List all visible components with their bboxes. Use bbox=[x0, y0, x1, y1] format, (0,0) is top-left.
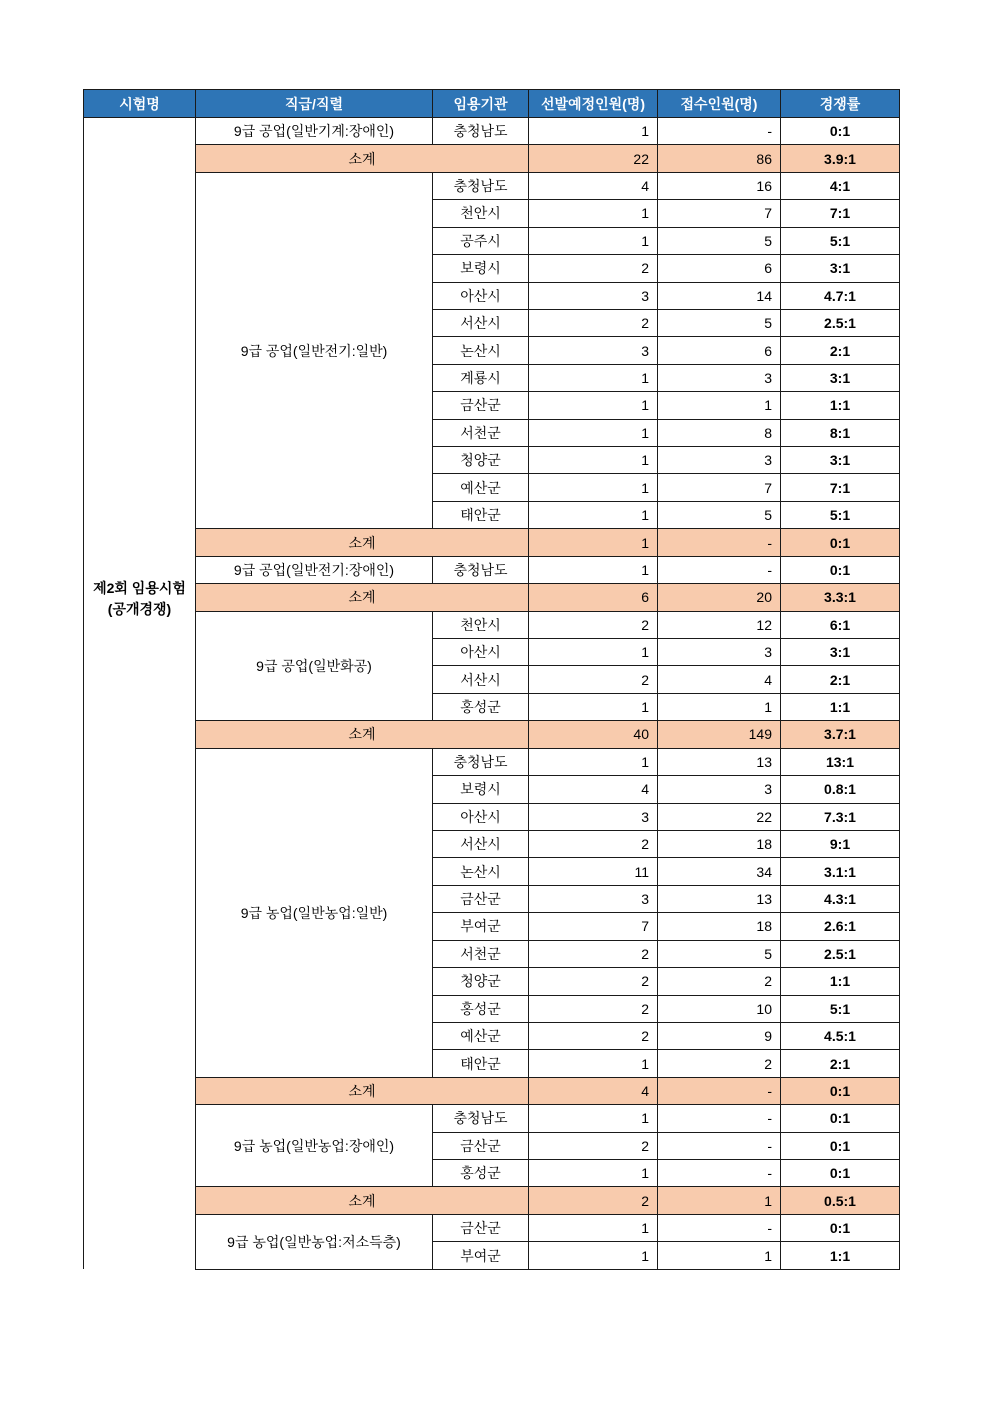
subtotal-label: 소계 bbox=[196, 1077, 529, 1104]
applicants-cell: 5 bbox=[658, 227, 781, 254]
header-ratio: 경쟁률 bbox=[781, 90, 900, 118]
ratio-cell: 3:1 bbox=[781, 447, 900, 474]
subtotal-row bbox=[84, 529, 900, 556]
ratio-cell: 6:1 bbox=[781, 611, 900, 638]
planned-cell: 1 bbox=[529, 501, 658, 528]
subtotal-planned: 40 bbox=[529, 721, 658, 748]
applicants-cell: 7 bbox=[658, 200, 781, 227]
position-cell: 9급 공업(일반기계:장애인) bbox=[196, 118, 433, 145]
position-cell: 9급 농업(일반농업:저소득층) bbox=[196, 1214, 433, 1269]
agency-cell: 아산시 bbox=[433, 639, 529, 666]
table-row bbox=[84, 748, 900, 775]
exam-name-cell bbox=[84, 118, 196, 1270]
applicants-cell: - bbox=[658, 118, 781, 145]
planned-cell: 4 bbox=[529, 172, 658, 199]
planned-cell: 1 bbox=[529, 639, 658, 666]
header-planned: 선발예정인원(명) bbox=[529, 90, 658, 118]
subtotal-applicants: 86 bbox=[658, 145, 781, 172]
table-row bbox=[84, 556, 900, 583]
ratio-cell: 2:1 bbox=[781, 1050, 900, 1077]
table-row bbox=[84, 118, 900, 145]
agency-cell: 청양군 bbox=[433, 447, 529, 474]
subtotal-applicants: - bbox=[658, 529, 781, 556]
planned-cell: 2 bbox=[529, 1022, 658, 1049]
header-exam: 시험명 bbox=[84, 90, 196, 118]
planned-cell: 2 bbox=[529, 940, 658, 967]
applicants-cell: 18 bbox=[658, 913, 781, 940]
planned-cell: 7 bbox=[529, 913, 658, 940]
subtotal-row bbox=[84, 721, 900, 748]
exam-name-title: 제2회 임용시험 bbox=[93, 580, 186, 596]
agency-cell: 충청남도 bbox=[433, 1105, 529, 1132]
applicants-cell: 3 bbox=[658, 776, 781, 803]
subtotal-ratio: 3.9:1 bbox=[781, 145, 900, 172]
ratio-cell: 4.7:1 bbox=[781, 282, 900, 309]
agency-cell: 예산군 bbox=[433, 1022, 529, 1049]
position-cell: 9급 공업(일반화공) bbox=[196, 611, 433, 721]
ratio-cell: 4.3:1 bbox=[781, 885, 900, 912]
ratio-cell: 4.5:1 bbox=[781, 1022, 900, 1049]
applicants-cell: 2 bbox=[658, 1050, 781, 1077]
agency-cell: 홍성군 bbox=[433, 995, 529, 1022]
exam-name bbox=[84, 118, 195, 620]
subtotal-row bbox=[84, 584, 900, 611]
agency-cell: 천안시 bbox=[433, 611, 529, 638]
applicants-cell: 9 bbox=[658, 1022, 781, 1049]
position-cell: 9급 농업(일반농업:일반) bbox=[196, 748, 433, 1077]
recruitment-table bbox=[83, 89, 900, 1270]
agency-cell: 서산시 bbox=[433, 309, 529, 336]
agency-cell: 서산시 bbox=[433, 666, 529, 693]
agency-cell: 논산시 bbox=[433, 858, 529, 885]
planned-cell: 2 bbox=[529, 830, 658, 857]
subtotal-ratio: 3.3:1 bbox=[781, 584, 900, 611]
subtotal-label: 소계 bbox=[196, 721, 529, 748]
ratio-cell: 3:1 bbox=[781, 364, 900, 391]
table-row bbox=[84, 172, 900, 199]
ratio-cell: 0:1 bbox=[781, 1214, 900, 1241]
subtotal-planned: 1 bbox=[529, 529, 658, 556]
planned-cell: 2 bbox=[529, 968, 658, 995]
subtotal-label: 소계 bbox=[196, 145, 529, 172]
ratio-cell: 7:1 bbox=[781, 200, 900, 227]
ratio-cell: 2:1 bbox=[781, 666, 900, 693]
applicants-cell: 3 bbox=[658, 639, 781, 666]
agency-cell: 서산시 bbox=[433, 830, 529, 857]
planned-cell: 3 bbox=[529, 803, 658, 830]
planned-cell: 1 bbox=[529, 364, 658, 391]
ratio-cell: 5:1 bbox=[781, 501, 900, 528]
subtotal-ratio: 0:1 bbox=[781, 1077, 900, 1104]
applicants-cell: 4 bbox=[658, 666, 781, 693]
agency-cell: 금산군 bbox=[433, 392, 529, 419]
ratio-cell: 0:1 bbox=[781, 556, 900, 583]
applicants-cell: 7 bbox=[658, 474, 781, 501]
subtotal-label: 소계 bbox=[196, 1187, 529, 1214]
applicants-cell: 18 bbox=[658, 830, 781, 857]
agency-cell: 예산군 bbox=[433, 474, 529, 501]
ratio-cell: 13:1 bbox=[781, 748, 900, 775]
planned-cell: 2 bbox=[529, 666, 658, 693]
subtotal-ratio: 3.7:1 bbox=[781, 721, 900, 748]
applicants-cell: 5 bbox=[658, 501, 781, 528]
ratio-cell: 1:1 bbox=[781, 1242, 900, 1269]
subtotal-applicants: 1 bbox=[658, 1187, 781, 1214]
applicants-cell: 8 bbox=[658, 419, 781, 446]
planned-cell: 1 bbox=[529, 1105, 658, 1132]
planned-cell: 1 bbox=[529, 474, 658, 501]
planned-cell: 11 bbox=[529, 858, 658, 885]
agency-cell: 공주시 bbox=[433, 227, 529, 254]
ratio-cell: 9:1 bbox=[781, 830, 900, 857]
table-row bbox=[84, 1214, 900, 1241]
applicants-cell: 1 bbox=[658, 693, 781, 720]
planned-cell: 3 bbox=[529, 337, 658, 364]
subtotal-planned: 6 bbox=[529, 584, 658, 611]
table-row bbox=[84, 1105, 900, 1132]
agency-cell: 충청남도 bbox=[433, 748, 529, 775]
ratio-cell: 3.1:1 bbox=[781, 858, 900, 885]
subtotal-applicants: 149 bbox=[658, 721, 781, 748]
position-cell: 9급 농업(일반농업:장애인) bbox=[196, 1105, 433, 1187]
subtotal-label: 소계 bbox=[196, 584, 529, 611]
planned-cell: 1 bbox=[529, 1242, 658, 1269]
agency-cell: 홍성군 bbox=[433, 1160, 529, 1187]
agency-cell: 태안군 bbox=[433, 1050, 529, 1077]
ratio-cell: 2:1 bbox=[781, 337, 900, 364]
header-agency: 임용기관 bbox=[433, 90, 529, 118]
planned-cell: 3 bbox=[529, 282, 658, 309]
ratio-cell: 8:1 bbox=[781, 419, 900, 446]
agency-cell: 보령시 bbox=[433, 255, 529, 282]
subtotal-ratio: 0:1 bbox=[781, 529, 900, 556]
agency-cell: 부여군 bbox=[433, 1242, 529, 1269]
ratio-cell: 2.6:1 bbox=[781, 913, 900, 940]
ratio-cell: 2.5:1 bbox=[781, 940, 900, 967]
applicants-cell: 5 bbox=[658, 309, 781, 336]
planned-cell: 1 bbox=[529, 748, 658, 775]
subtotal-planned: 22 bbox=[529, 145, 658, 172]
planned-cell: 1 bbox=[529, 556, 658, 583]
ratio-cell: 5:1 bbox=[781, 995, 900, 1022]
ratio-cell: 0.8:1 bbox=[781, 776, 900, 803]
applicants-cell: - bbox=[658, 556, 781, 583]
applicants-cell: 12 bbox=[658, 611, 781, 638]
agency-cell: 금산군 bbox=[433, 1132, 529, 1159]
applicants-cell: 16 bbox=[658, 172, 781, 199]
agency-cell: 태안군 bbox=[433, 501, 529, 528]
ratio-cell: 7.3:1 bbox=[781, 803, 900, 830]
ratio-cell: 0:1 bbox=[781, 1105, 900, 1132]
ratio-cell: 7:1 bbox=[781, 474, 900, 501]
applicants-cell: 10 bbox=[658, 995, 781, 1022]
applicants-cell: 1 bbox=[658, 392, 781, 419]
agency-cell: 금산군 bbox=[433, 885, 529, 912]
applicants-cell: 2 bbox=[658, 968, 781, 995]
ratio-cell: 1:1 bbox=[781, 693, 900, 720]
agency-cell: 충청남도 bbox=[433, 118, 529, 145]
planned-cell: 4 bbox=[529, 776, 658, 803]
agency-cell: 청양군 bbox=[433, 968, 529, 995]
applicants-cell: 6 bbox=[658, 337, 781, 364]
subtotal-ratio: 0.5:1 bbox=[781, 1187, 900, 1214]
agency-cell: 충청남도 bbox=[433, 172, 529, 199]
applicants-cell: - bbox=[658, 1214, 781, 1241]
agency-cell: 부여군 bbox=[433, 913, 529, 940]
planned-cell: 3 bbox=[529, 885, 658, 912]
header-position: 직급/직렬 bbox=[196, 90, 433, 118]
applicants-cell: 13 bbox=[658, 885, 781, 912]
agency-cell: 아산시 bbox=[433, 803, 529, 830]
agency-cell: 계룡시 bbox=[433, 364, 529, 391]
applicants-cell: 3 bbox=[658, 364, 781, 391]
ratio-cell: 0:1 bbox=[781, 1132, 900, 1159]
agency-cell: 홍성군 bbox=[433, 693, 529, 720]
planned-cell: 1 bbox=[529, 1214, 658, 1241]
planned-cell: 1 bbox=[529, 419, 658, 446]
ratio-cell: 5:1 bbox=[781, 227, 900, 254]
subtotal-row bbox=[84, 145, 900, 172]
planned-cell: 2 bbox=[529, 995, 658, 1022]
planned-cell: 1 bbox=[529, 200, 658, 227]
ratio-cell: 0:1 bbox=[781, 118, 900, 145]
table-body bbox=[84, 118, 900, 1270]
applicants-cell: 3 bbox=[658, 447, 781, 474]
ratio-cell: 1:1 bbox=[781, 392, 900, 419]
planned-cell: 1 bbox=[529, 693, 658, 720]
planned-cell: 2 bbox=[529, 255, 658, 282]
applicants-cell: - bbox=[658, 1160, 781, 1187]
planned-cell: 1 bbox=[529, 1050, 658, 1077]
planned-cell: 1 bbox=[529, 118, 658, 145]
ratio-cell: 3:1 bbox=[781, 255, 900, 282]
ratio-cell: 3:1 bbox=[781, 639, 900, 666]
table-header bbox=[84, 90, 900, 118]
agency-cell: 서천군 bbox=[433, 419, 529, 446]
ratio-cell: 0:1 bbox=[781, 1160, 900, 1187]
agency-cell: 아산시 bbox=[433, 282, 529, 309]
applicants-cell: 14 bbox=[658, 282, 781, 309]
applicants-cell: 6 bbox=[658, 255, 781, 282]
exam-name-type: (공개경쟁) bbox=[107, 601, 172, 617]
planned-cell: 2 bbox=[529, 309, 658, 336]
applicants-cell: 13 bbox=[658, 748, 781, 775]
subtotal-label: 소계 bbox=[196, 529, 529, 556]
agency-cell: 천안시 bbox=[433, 200, 529, 227]
agency-cell: 충청남도 bbox=[433, 556, 529, 583]
subtotal-planned: 4 bbox=[529, 1077, 658, 1104]
position-cell: 9급 공업(일반전기:일반) bbox=[196, 172, 433, 528]
subtotal-applicants: - bbox=[658, 1077, 781, 1104]
position-cell: 9급 공업(일반전기:장애인) bbox=[196, 556, 433, 583]
applicants-cell: - bbox=[658, 1132, 781, 1159]
applicants-cell: 1 bbox=[658, 1242, 781, 1269]
planned-cell: 2 bbox=[529, 611, 658, 638]
applicants-cell: - bbox=[658, 1105, 781, 1132]
ratio-cell: 1:1 bbox=[781, 968, 900, 995]
planned-cell: 1 bbox=[529, 227, 658, 254]
table-row bbox=[84, 611, 900, 638]
applicants-cell: 5 bbox=[658, 940, 781, 967]
agency-cell: 논산시 bbox=[433, 337, 529, 364]
header-row bbox=[84, 90, 900, 118]
applicants-cell: 22 bbox=[658, 803, 781, 830]
subtotal-planned: 2 bbox=[529, 1187, 658, 1214]
planned-cell: 1 bbox=[529, 392, 658, 419]
agency-cell: 금산군 bbox=[433, 1214, 529, 1241]
ratio-cell: 2.5:1 bbox=[781, 309, 900, 336]
subtotal-row bbox=[84, 1187, 900, 1214]
header-applicants: 접수인원(명) bbox=[658, 90, 781, 118]
subtotal-applicants: 20 bbox=[658, 584, 781, 611]
agency-cell: 보령시 bbox=[433, 776, 529, 803]
planned-cell: 1 bbox=[529, 1160, 658, 1187]
agency-cell: 서천군 bbox=[433, 940, 529, 967]
subtotal-row bbox=[84, 1077, 900, 1104]
planned-cell: 1 bbox=[529, 447, 658, 474]
planned-cell: 2 bbox=[529, 1132, 658, 1159]
applicants-cell: 34 bbox=[658, 858, 781, 885]
ratio-cell: 4:1 bbox=[781, 172, 900, 199]
